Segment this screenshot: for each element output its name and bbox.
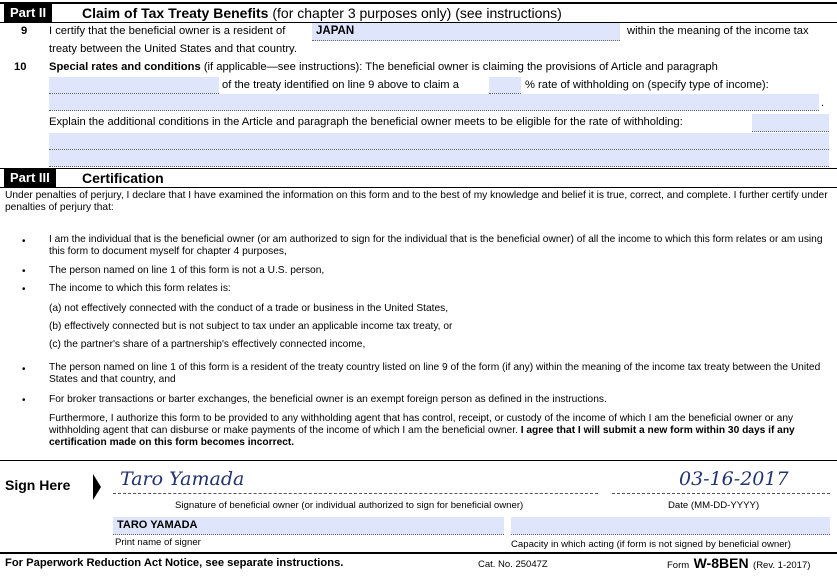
signature-caption: Signature of beneficial owner (or individual authorized to sign for beneficial owner) (175, 500, 524, 511)
date-value[interactable]: 03-16-2017 (679, 468, 789, 490)
footer-form-name: W-8BEN (693, 555, 749, 571)
capacity-field[interactable] (511, 517, 830, 535)
bullet-2-text: The person named on line 1 of this form is not a U.S. person, (49, 265, 325, 276)
sign-arrow-icon (92, 473, 102, 501)
part2-title-main: Claim of Tax Treaty Benefits (82, 5, 269, 21)
date-caption: Date (MM-DD-YYYY) (668, 500, 760, 511)
line10-explain-field-2[interactable] (49, 133, 829, 150)
part2-label: Part II (4, 4, 52, 22)
line10-explain-field-1[interactable] (752, 114, 829, 132)
sign-top-rule (0, 460, 837, 461)
sign-here-label: Sign Here (5, 477, 71, 493)
line9-country-field[interactable] (312, 23, 620, 41)
furthermore-bold: I agree that I will submit a new form within 30 days if any certification made on this form becomes incorrect. (49, 425, 795, 448)
line9-text-line2: treaty between the United States and that country. (49, 43, 297, 55)
footer-cat-no: Cat. No. 25047Z (478, 559, 548, 570)
part3-intro: Under penalties of perjury, I declare that I have examined the information on this form and to the best of my knowledge and belief it is true, correct, and complete. I further certify under penalties of perjury that: (5, 190, 828, 213)
date-line (612, 493, 830, 494)
line10-article-field[interactable] (49, 77, 219, 94)
bullet-1-dot: • (22, 236, 26, 247)
signature-value[interactable]: Taro Yamada (120, 468, 245, 490)
bullet-1-text: I am the individual that is the beneficial owner (or am authorized to sign for the individual that is the beneficial owner) of all the income to which this form relates or am using this form to document myself for chapter 4 purposes, (49, 234, 823, 257)
print-name-field[interactable] (113, 517, 504, 535)
line9-number: 9 (21, 25, 28, 37)
bullet-3-dot: • (22, 284, 26, 295)
footer-form-id (667, 555, 810, 573)
bullet-3b-text: (b) effectively connected but is not subject to tax under an applicable income tax treaty, or (49, 321, 453, 332)
print-name-value: TARO YAMADA (117, 519, 198, 531)
footer-rev: (Rev. 1-2017) (753, 560, 811, 571)
line10-explain: Explain the additional conditions in the Article and paragraph the beneficial owner meets to be eligible for the rate of withholding: (49, 116, 683, 128)
line10-rate-field[interactable] (489, 77, 521, 94)
line10-number: 10 (14, 61, 27, 73)
bullet-3c-text: (c) the partner's share of a partnership's effectively connected income, (49, 339, 366, 350)
bullet-5-text: For broker transactions or barter exchanges, the beneficial owner is an exempt foreign person as defined in the instructions. (49, 394, 607, 405)
bullet-4-text: The person named on line 1 of this form is a resident of the treaty country listed on line 9 of the form (if any) within the meaning of the income tax treaty between the United States and that country, and (49, 362, 821, 385)
bullet-2-dot: • (22, 266, 26, 277)
furthermore-regular: Furthermore, I authorize this form to be provided to any withholding agent that has control, receipt, or custody of the income of which I am the beneficial owner or any withholding agent that can disburse or make payments of the income of which I am the beneficial owner. (49, 413, 794, 436)
bullet-5-dot: • (22, 395, 26, 406)
bullet-3-text: The income to which this form relates is: (49, 283, 231, 294)
signature-line (113, 493, 598, 494)
part3-label: Part III (4, 169, 56, 187)
line10-income-type-field[interactable] (49, 94, 819, 111)
line10-explain-field-3[interactable] (49, 150, 829, 167)
line10-period: . (821, 97, 825, 109)
bullet-4-dot: • (22, 364, 26, 375)
part3-header-rule (0, 187, 837, 188)
line10-text (49, 61, 718, 74)
part2-title-sub: (for chapter 3 purposes only) (see instructions) (272, 5, 562, 21)
furthermore-text (49, 413, 833, 449)
line10-text-1: (if applicable—see instructions): The beneficial owner is claiming the provisions of Article and paragraph (203, 61, 718, 73)
line9-country-value: JAPAN (316, 25, 355, 37)
footer-notice: For Paperwork Reduction Act Notice, see separate instructions. (5, 557, 344, 569)
line10-text-2b: % rate of withholding on (specify type of income): (525, 79, 769, 91)
part3-title: Certification (82, 170, 164, 186)
footer-rule (0, 552, 837, 554)
footer-form-word: Form (667, 560, 690, 571)
line10-bold-lead: Special rates and conditions (49, 61, 201, 73)
part2-title (82, 4, 562, 22)
line9-text: I certify that the beneficial owner is a resident of (49, 25, 286, 37)
line10-text-2a: of the treaty identified on line 9 above to claim a (222, 79, 459, 91)
print-name-caption: Print name of signer (115, 537, 201, 548)
line9-text-after: within the meaning of the income tax (627, 25, 809, 37)
capacity-caption: Capacity in which acting (if form is not signed by beneficial owner) (511, 539, 791, 550)
bullet-3a-text: (a) not effectively connected with the conduct of a trade or business in the United States, (49, 303, 449, 314)
